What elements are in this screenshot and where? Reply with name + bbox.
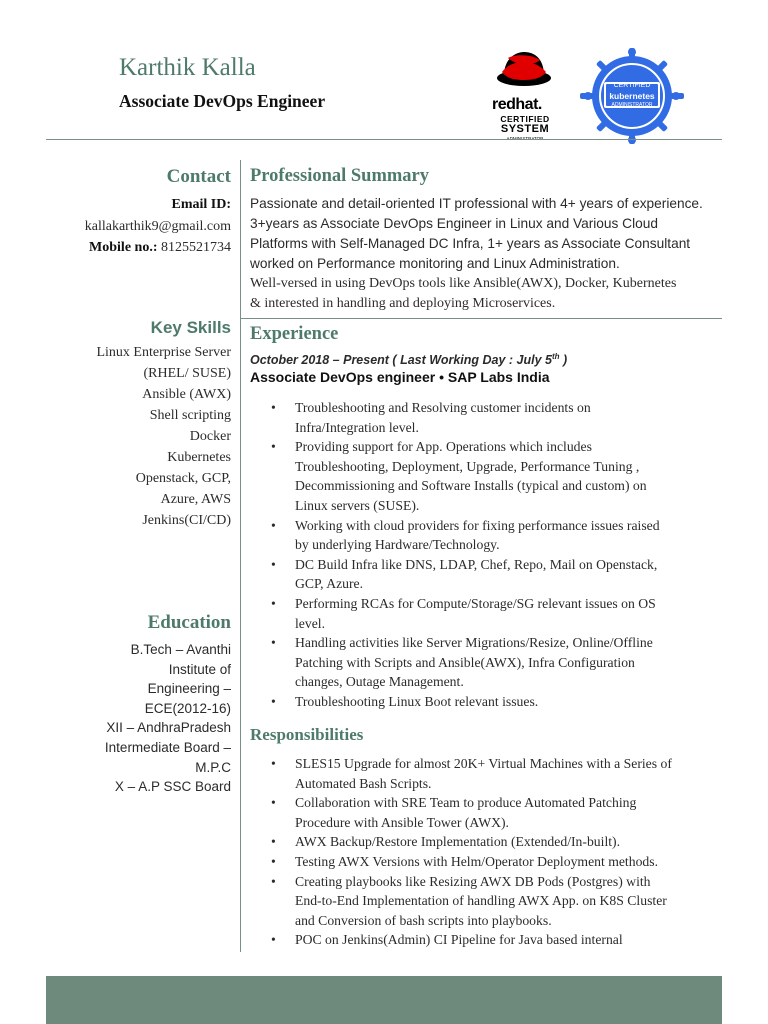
- email-label: Email ID:: [171, 197, 231, 212]
- summary-line: & interested in handling and deploying Microservices.: [250, 296, 556, 311]
- bullet-line: Automated Bash Scripts.: [295, 775, 432, 791]
- bullet-line: level.: [295, 615, 326, 631]
- skill-item: Shell scripting: [149, 408, 231, 423]
- bullet-line: • SLES15 Upgrade for almost 20K+ Virtual Machines with a Series of: [295, 756, 672, 771]
- experience-date-start: October 2018 – Present ( Last Working Day : July 5: [250, 353, 552, 368]
- list-item: [250, 930, 720, 950]
- bullet-line: • Handling activities like Server Migrations/Resize, Online/Offline: [295, 635, 653, 651]
- education-line: XII – AndhraPradesh: [106, 720, 231, 736]
- list-item: [250, 793, 720, 832]
- skill-item: Kubernetes: [167, 450, 231, 465]
- redhat-system-text: SYSTEM: [500, 123, 550, 135]
- bullet-line: Infra/Integration level.: [295, 419, 419, 435]
- bullet-line: • Troubleshooting and Resolving customer incidents on: [295, 400, 591, 415]
- redhat-wordmark: redhat.: [492, 96, 542, 113]
- education-heading: Education: [147, 612, 231, 633]
- skills-list: [96, 342, 231, 531]
- candidate-name: Karthik Kalla: [119, 54, 256, 81]
- bullet-line: • AWX Backup/Restore Implementation (Extended/In-built).: [295, 834, 621, 850]
- header-divider: [46, 139, 722, 140]
- skill-item: Linux Enterprise Server: [96, 345, 231, 360]
- k8s-certified-text: CERTIFIED: [613, 82, 651, 89]
- skill-item: Docker: [189, 429, 231, 444]
- experience-bullets: [250, 398, 720, 712]
- redhat-certified-logo: [486, 48, 566, 144]
- bullet-line: • POC on Jenkins(Admin) CI Pipeline for Java based internal: [295, 932, 623, 948]
- mobile-value: 8125521734: [161, 240, 231, 255]
- bullet-line: • Creating playbooks like Resizing AWX DB Pods (Postgres) with: [295, 873, 651, 889]
- summary-text: [250, 194, 722, 314]
- education-line: Engineering –: [147, 681, 231, 697]
- list-item: [250, 437, 720, 515]
- skill-item: Jenkins(CI/CD): [142, 513, 231, 528]
- education-line: B.Tech – Avanthi: [130, 642, 231, 657]
- bullet-line: • Testing AWX Versions with Helm/Operator Deployment methods.: [295, 853, 659, 869]
- redhat-certified-text: CERTIFIED: [500, 114, 550, 124]
- summary-divider: [241, 318, 722, 319]
- experience-date-sup: th: [551, 352, 560, 361]
- summary-line: worked on Performance monitoring and Linux Administration.: [250, 256, 620, 271]
- education-line: Institute of: [168, 661, 231, 677]
- list-item: [250, 692, 720, 712]
- email-value[interactable]: kallakarthik9@gmail.com: [84, 219, 231, 234]
- responsibilities-heading: Responsibilities: [250, 725, 364, 744]
- summary-line: Platforms with Self-Managed DC Infra, 1+ years as Associate Consultant: [250, 236, 691, 251]
- bullet-line: Linux servers (SUSE).: [295, 497, 420, 513]
- skill-item: Openstack, GCP,: [135, 471, 231, 486]
- experience-date-end: ): [559, 353, 568, 368]
- list-item: [250, 594, 720, 633]
- summary-line: Passionate and detail-oriented IT professional with 4+ years of experience.: [250, 196, 703, 211]
- k8s-administrator-text: ADMINISTRATOR: [611, 102, 653, 108]
- skills-heading: Key Skills: [150, 318, 231, 337]
- bullet-line: • Troubleshooting Linux Boot relevant issues.: [295, 693, 539, 709]
- skill-item: Azure, AWS: [160, 492, 231, 507]
- bullet-line: by underlying Hardware/Technology.: [295, 537, 500, 553]
- skill-item: (RHEL/ SUSE): [143, 366, 231, 381]
- mobile-line: [89, 237, 231, 258]
- bullet-line: GCP, Azure.: [295, 576, 364, 592]
- contact-heading: Contact: [166, 166, 231, 187]
- education-list: [105, 640, 231, 797]
- bullet-line: • Performing RCAs for Compute/Storage/SG relevant issues on OS: [295, 595, 656, 611]
- bullet-line: and Conversion of bash scripts into playbooks.: [295, 912, 552, 928]
- list-item: [250, 872, 720, 931]
- list-item: [250, 633, 720, 692]
- bullet-line: • Providing support for App. Operations which includes: [295, 439, 592, 455]
- skill-item: Ansible (AWX): [142, 387, 231, 402]
- footer-band: [46, 976, 722, 1024]
- bullet-line: Patching with Scripts and Ansible(AWX), Infra Configuration: [295, 654, 635, 670]
- list-item: [250, 516, 720, 555]
- list-item: [250, 398, 720, 437]
- bullet-line: • Working with cloud providers for fixing performance issues raised: [295, 517, 660, 533]
- education-line: ECE(2012-16): [144, 700, 231, 716]
- bullet-line: End-to-End Implementation of handling AWX App. on K8S Cluster: [295, 893, 667, 909]
- education-line: Intermediate Board –: [104, 739, 231, 755]
- job-title: Associate DevOps Engineer: [119, 91, 326, 111]
- experience-dates: [250, 352, 567, 367]
- bullet-line: changes, Outage Management.: [295, 674, 464, 690]
- experience-heading: Experience: [250, 324, 339, 344]
- list-item: [250, 754, 720, 793]
- list-item: [250, 832, 720, 852]
- kubernetes-certified-logo: [580, 48, 684, 144]
- summary-heading: Professional Summary: [250, 166, 430, 186]
- list-item: [250, 852, 720, 872]
- responsibilities-bullets: [250, 754, 720, 950]
- mobile-label: Mobile no.:: [89, 240, 158, 255]
- bullet-line: Troubleshooting, Deployment, Upgrade, Performance Tuning ,: [295, 458, 640, 474]
- summary-line: 3+years as Associate DevOps Engineer in Linux and Various Cloud: [250, 216, 658, 231]
- education-line: X – A.P SSC Board: [114, 779, 231, 795]
- bullet-line: • DC Build Infra like DNS, LDAP, Chef, Repo, Mail on Openstack,: [295, 556, 658, 572]
- k8s-kubernetes-text: kubernetes: [609, 91, 655, 101]
- bullet-line: Decommissioning and Software Installs (typical and custom) on: [295, 478, 647, 494]
- experience-role: Associate DevOps engineer • SAP Labs India: [250, 369, 550, 385]
- summary-line: Well-versed in using DevOps tools like Ansible(AWX), Docker, Kubernetes: [250, 276, 677, 291]
- column-divider: [240, 160, 241, 952]
- bullet-line: Procedure with Ansible Tower (AWX).: [295, 814, 509, 830]
- education-line: M.P.C: [195, 759, 231, 775]
- bullet-line: • Collaboration with SRE Team to produce Automated Patching: [295, 795, 637, 811]
- list-item: [250, 555, 720, 594]
